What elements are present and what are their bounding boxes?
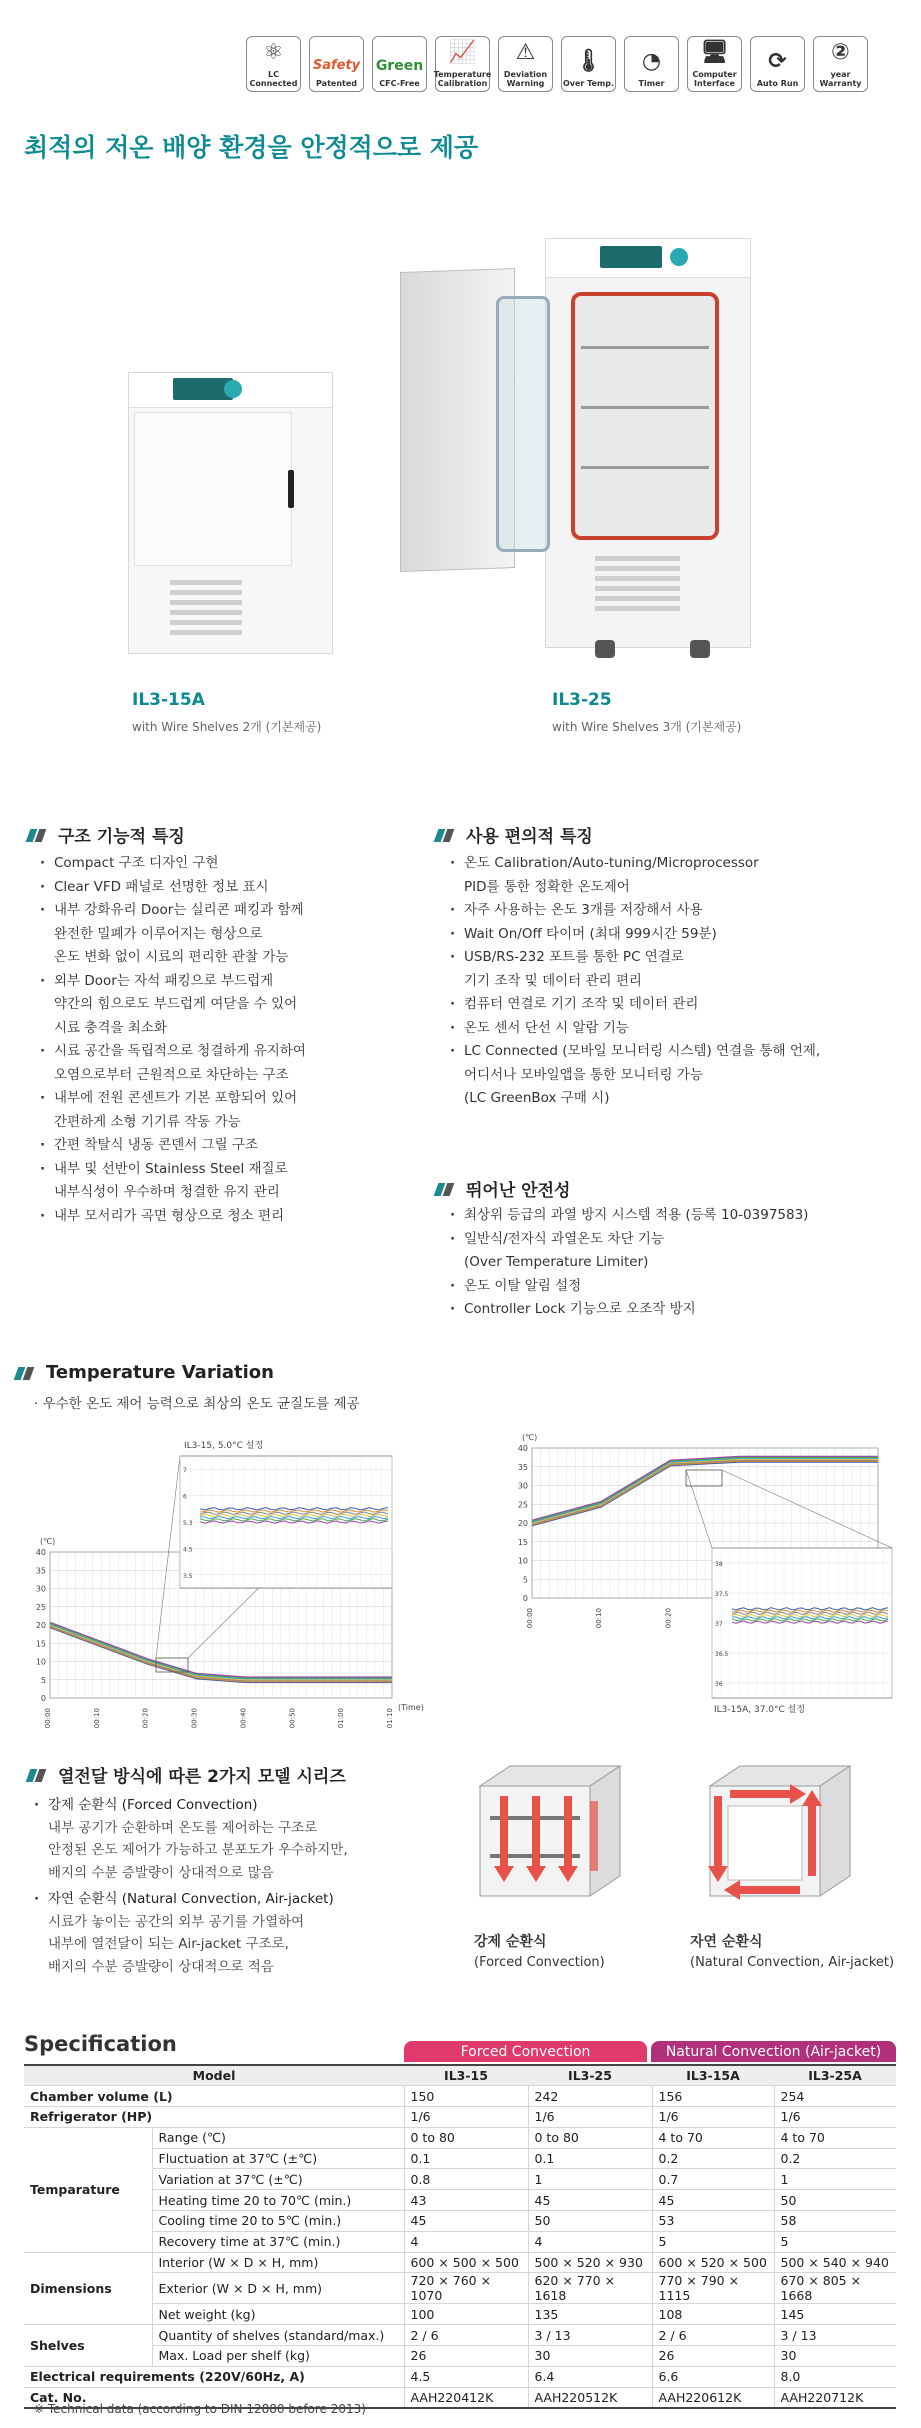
list-item: · Clear VFD 패널로 선명한 정보 표시	[40, 876, 430, 900]
y-axis-label: (℃)	[40, 1537, 56, 1546]
spec-value: 2 / 6	[652, 2325, 774, 2346]
spec-value: 108	[652, 2304, 774, 2325]
spec-value: 1	[774, 2169, 896, 2190]
spec-value: 1/6	[528, 2107, 652, 2128]
chart-title: IL3-15A, 37.0°C 설정	[714, 1705, 806, 1715]
x-tick-label: 00:10	[92, 1708, 101, 1729]
zoom-box	[686, 1470, 722, 1486]
list-item: · 자주 사용하는 온도 3개를 저장해서 사용	[450, 899, 900, 923]
spec-sublabel: Range (℃)	[152, 2127, 404, 2148]
spec-value: 0.2	[774, 2148, 896, 2169]
y-axis-label: (℃)	[522, 1433, 538, 1442]
table-row	[24, 2086, 896, 2107]
list-item: · 온도 이탈 알림 설정	[450, 1275, 900, 1299]
chart-title: IL3-15, 5.0°C 설정	[184, 1441, 264, 1451]
y-tick-label: 40	[35, 1548, 46, 1557]
badge-label: year Warranty	[819, 70, 862, 88]
spec-value: 50	[774, 2190, 896, 2211]
badge-8	[750, 36, 805, 92]
section-mark-icon	[436, 827, 456, 843]
spec-header-il3-15: IL3-15	[404, 2065, 528, 2086]
list-item: · 컴퓨터 연결로 기기 조작 및 데이터 관리	[450, 993, 900, 1017]
table-row	[24, 2127, 896, 2148]
spec-value: 43	[404, 2190, 528, 2211]
spec-value: 2 / 6	[404, 2325, 528, 2346]
spec-value: 30	[528, 2346, 652, 2367]
spec-value: 4	[404, 2231, 528, 2252]
computer-interface-icon: 🖥	[700, 40, 729, 65]
spec-value: 0.1	[404, 2148, 528, 2169]
lc-connected-icon: ⚛	[263, 40, 284, 65]
y-tick-label: 20	[35, 1621, 46, 1630]
auto-run-icon: ⟳	[768, 49, 787, 74]
badge-label: Auto Run	[756, 79, 799, 88]
spec-value: 6.6	[652, 2366, 774, 2387]
product-sub-il3-25: with Wire Shelves 3개 (기본제공)	[552, 720, 742, 734]
over-temp-icon: 🌡	[574, 49, 603, 74]
inset-y-tick-label: 37	[715, 1621, 723, 1628]
y-tick-label: 0	[40, 1694, 46, 1703]
x-tick-label: 01:00	[337, 1708, 346, 1729]
badge-0	[246, 36, 301, 92]
list-item: · 내부 모서리가 곡면 형상으로 청소 편리	[40, 1205, 430, 1229]
spec-sublabel: Variation at 37℃ (±℃)	[152, 2169, 404, 2190]
list-item: · 최상위 등급의 과열 방지 시스템 적용 (등록 10-0397583)	[450, 1204, 900, 1228]
convection-title: 열전달 방식에 따른 2가지 모델 시리즈	[28, 1762, 346, 1787]
x-tick-label: 00:20	[141, 1708, 150, 1729]
spec-sublabel: Interior (W × D × H, mm)	[152, 2252, 404, 2273]
y-tick-label: 10	[35, 1657, 46, 1667]
temp-variation-desc: · 우수한 온도 제어 능력으로 최상의 온도 균질도를 제공	[34, 1396, 360, 1412]
inset-y-tick-label: 7	[183, 1467, 187, 1475]
spec-value: 8.0	[774, 2366, 896, 2387]
spec-value: AAH220412K	[404, 2387, 528, 2408]
section-mark-icon	[28, 1767, 48, 1783]
spec-value: 500 × 540 × 940	[774, 2252, 896, 2273]
inset-y-tick-label: 5.3	[183, 1520, 193, 1527]
spec-sublabel: Quantity of shelves (standard/max.)	[152, 2325, 404, 2346]
inset-y-tick-label: 6	[183, 1493, 187, 1501]
x-tick-label: 00:30	[190, 1708, 199, 1729]
spec-group: Shelves	[24, 2325, 152, 2367]
natural-convection-diagram	[708, 1766, 850, 1900]
inset-y-tick-label: 36.5	[715, 1651, 729, 1658]
spec-sublabel: Max. Load per shelf (kg)	[152, 2346, 404, 2367]
deviation-warning-icon: ⚠	[515, 40, 536, 65]
spec-sublabel: Heating time 20 to 70℃ (min.)	[152, 2190, 404, 2211]
table-row	[24, 2346, 896, 2367]
x-axis-label: (Time)	[398, 1703, 424, 1712]
y-tick-label: 30	[35, 1584, 46, 1594]
inset-y-tick-label: 36	[715, 1681, 723, 1688]
spec-value: 0.2	[652, 2148, 774, 2169]
spec-value: 4 to 70	[774, 2127, 896, 2148]
natural-caption: 자연 순환식 (Natural Convection, Air-jacket)	[690, 1934, 895, 1970]
spec-value: 45	[652, 2190, 774, 2211]
badge-label: Deviation Warning	[503, 70, 548, 88]
spec-table	[24, 2064, 896, 2409]
table-row	[24, 2107, 896, 2128]
zoom-connector	[722, 1470, 892, 1548]
badge-label: Timer	[638, 79, 665, 88]
inset-y-tick-label: 38	[715, 1561, 723, 1568]
spec-value: 5	[652, 2231, 774, 2252]
badge-2	[372, 36, 427, 92]
convection-diagrams	[460, 1766, 890, 1916]
badge-label: LC Connected	[249, 70, 298, 88]
spec-group: Dimensions	[24, 2252, 152, 2325]
product-sub-il3-15a: with Wire Shelves 2개 (기본제공)	[132, 720, 322, 734]
spec-value: AAH220612K	[652, 2387, 774, 2408]
spec-sublabel: Exterior (W × D × H, mm)	[152, 2273, 404, 2304]
natural-convection-header: Natural Convection (Air-jacket)	[651, 2041, 896, 2062]
y-tick-label: 10	[517, 1556, 528, 1566]
spec-group: Temparature	[24, 2127, 152, 2252]
list-item: · Controller Lock 기능으로 오조작 방지	[450, 1298, 900, 1322]
y-tick-label: 0	[522, 1594, 528, 1603]
page-title: 최적의 저온 배양 환경을 안정적으로 제공	[24, 133, 479, 162]
badge-1	[309, 36, 364, 92]
convection-list	[34, 1794, 348, 1982]
spec-value: 6.4	[528, 2366, 652, 2387]
spec-value: 4	[528, 2231, 652, 2252]
structure-list	[40, 852, 430, 1228]
y-tick-label: 5	[40, 1675, 46, 1685]
y-tick-label: 15	[35, 1639, 46, 1649]
list-item: · 강제 순환식 (Forced Convection) 내부 공기가 순환하며 온도를 제어하는 구조로 안정된 온도 제어가 가능하고 분포도가 우수하지만, 배지의 수분 증발량이 상대적으로 많음	[34, 1794, 348, 1884]
badge-label: CFC-Free	[379, 79, 420, 88]
spec-value: 45	[528, 2190, 652, 2211]
badge-6	[624, 36, 679, 92]
forced-convection-header: Forced Convection	[404, 2041, 647, 2062]
badge-label: Patented	[316, 79, 357, 88]
spec-header-il3-25: IL3-25	[528, 2065, 652, 2086]
x-tick-label: 00:00	[526, 1608, 534, 1629]
spec-label: Cat. No.	[24, 2387, 404, 2408]
spec-sublabel: Fluctuation at 37℃ (±℃)	[152, 2148, 404, 2169]
spec-sublabel: Net weight (kg)	[152, 2304, 404, 2325]
spec-label: Refrigerator (HP)	[24, 2107, 404, 2128]
list-item: · 온도 센서 단선 시 알람 기능	[450, 1017, 900, 1041]
list-item: · 자연 순환식 (Natural Convection, Air-jacket) 시료가 놓이는 공간의 외부 공기를 가열하여 내부에 열전달이 되는 Air-jacket 구조로, 배지의 수분 증발량이 상대적으로 적음	[34, 1888, 348, 1978]
y-tick-label: 35	[517, 1462, 528, 1472]
y-tick-label: 25	[35, 1602, 46, 1612]
inset-y-tick-label: 3.5	[183, 1572, 193, 1580]
spec-value: 26	[652, 2346, 774, 2367]
spec-value: 254	[774, 2086, 896, 2107]
list-item: · Compact 구조 디자인 구현	[40, 852, 430, 876]
list-item: · 온도 Calibration/Auto-tuning/Microprocessor PID를 통한 정확한 온도제어	[450, 852, 900, 899]
list-item: · USB/RS-232 포트를 통한 PC 연결로 기기 조작 및 데이터 관리 편리	[450, 946, 900, 993]
y-tick-label: 40	[517, 1444, 528, 1453]
list-item: · 시료 공간을 독립적으로 청결하게 유지하여 오염으로부터 근원적으로 차단하는 구조	[40, 1040, 430, 1087]
list-item: · 외부 Door는 자석 패킹으로 부드럽게 약간의 힘으로도 부드럽게 여닫을 수 있어 시료 충격을 최소화	[40, 970, 430, 1041]
temperature-calibration-icon: 📈	[448, 40, 477, 65]
spec-value: 500 × 520 × 930	[528, 2252, 652, 2273]
spec-footnote: ※ Technical data (according to DIN 12880 before 2013)	[34, 2402, 366, 2416]
forced-convection-diagram	[480, 1766, 620, 1896]
spec-value: 242	[528, 2086, 652, 2107]
spec-value: 4.5	[404, 2366, 528, 2387]
y-tick-label: 20	[517, 1519, 528, 1528]
temp-variation-title: Temperature Variation	[16, 1362, 274, 1383]
spec-sublabel: Recovery time at 37℃ (min.)	[152, 2231, 404, 2252]
spec-value: 770 × 790 × 1115	[652, 2273, 774, 2304]
spec-label: Chamber volume (L)	[24, 2086, 404, 2107]
spec-value: 5	[774, 2231, 896, 2252]
table-row	[24, 2304, 896, 2325]
inset-y-tick-label: 4.5	[183, 1546, 193, 1554]
x-tick-label: 00:20	[664, 1608, 673, 1629]
badge-9	[813, 36, 868, 92]
spec-value: 145	[774, 2304, 896, 2325]
spec-value: 4 to 70	[652, 2127, 774, 2148]
section-mark-icon	[28, 827, 48, 843]
spec-value: 670 × 805 × 1668	[774, 2273, 896, 2304]
table-row	[24, 2273, 896, 2304]
y-tick-label: 5	[522, 1575, 528, 1585]
timer-icon: ◔	[641, 49, 662, 74]
spec-value: AAH220512K	[528, 2387, 652, 2408]
spec-value: 150	[404, 2086, 528, 2107]
spec-value: 1/6	[774, 2107, 896, 2128]
spec-header-model: Model	[24, 2065, 404, 2086]
section-mark-icon	[16, 1365, 36, 1381]
y-tick-label: 15	[517, 1537, 528, 1547]
badge-7	[687, 36, 742, 92]
spec-value: 600 × 520 × 500	[652, 2252, 774, 2273]
spec-value: AAH220712K	[774, 2387, 896, 2408]
spec-value: 1/6	[404, 2107, 528, 2128]
spec-value: 720 × 760 × 1070	[404, 2273, 528, 2304]
table-row	[24, 2148, 896, 2169]
badge-4	[498, 36, 553, 92]
list-item: · Wait On/Off 타이머 (최대 999시간 59분)	[450, 923, 900, 947]
list-item: · 내부 및 선반이 Stainless Steel 재질로 내부식성이 우수하며 청결한 유지 관리	[40, 1158, 430, 1205]
list-item: · 내부에 전원 콘센트가 기본 포함되어 있어 간편하게 소형 기기류 작동 가능	[40, 1087, 430, 1134]
zoom-connector	[686, 1470, 712, 1548]
spec-value: 30	[774, 2346, 896, 2367]
convenience-list	[450, 852, 900, 1111]
spec-value: 0.7	[652, 2169, 774, 2190]
forced-caption: 강제 순환식 (Forced Convection)	[474, 1934, 605, 1970]
table-row	[24, 2190, 896, 2211]
table-row	[24, 2231, 896, 2252]
list-item: · 일반식/전자식 과열온도 차단 기능 (Over Temperature Limiter)	[450, 1228, 900, 1275]
safety-icon: Safety	[312, 58, 361, 73]
x-tick-label: 00:00	[44, 1708, 52, 1729]
list-item: · 내부 강화유리 Door는 실리콘 패킹과 함께 완전한 밀폐가 이루어지는 형상으로 온도 변화 없이 시료의 편리한 관찰 가능	[40, 899, 430, 970]
spec-value: 53	[652, 2211, 774, 2232]
spec-value: 600 × 500 × 500	[404, 2252, 528, 2273]
y-tick-label: 25	[517, 1500, 528, 1510]
spec-header-il3-25a: IL3-25A	[774, 2065, 896, 2086]
feature-badges	[246, 36, 868, 92]
spec-value: 1	[528, 2169, 652, 2190]
safety-title: 뛰어난 안전성	[436, 1176, 570, 1201]
chart-il3-15	[35, 1430, 460, 1729]
convenience-title: 사용 편의적 특징	[436, 822, 593, 847]
table-row	[24, 2325, 896, 2346]
product-name-il3-15a: IL3-15A	[132, 690, 205, 710]
zoom-connector	[156, 1456, 180, 1658]
badge-label: Computer Interface	[692, 70, 737, 88]
warranty-icon: ②	[831, 40, 850, 65]
spec-value: 620 × 770 × 1618	[528, 2273, 652, 2304]
product-name-il3-25: IL3-25	[552, 690, 612, 710]
spec-value: 45	[404, 2211, 528, 2232]
spec-value: 100	[404, 2304, 528, 2325]
list-item: · 간편 착탈식 냉동 콘덴서 그릴 구조	[40, 1134, 430, 1158]
badge-5	[561, 36, 616, 92]
y-tick-label: 30	[517, 1481, 528, 1491]
table-row	[24, 2211, 896, 2232]
spec-value: 1/6	[652, 2107, 774, 2128]
spec-title: Specification	[24, 2032, 177, 2056]
table-row	[24, 2169, 896, 2190]
table-row	[24, 2252, 896, 2273]
spec-value: 3 / 13	[528, 2325, 652, 2346]
spec-value: 156	[652, 2086, 774, 2107]
spec-value: 0.1	[528, 2148, 652, 2169]
section-mark-icon	[436, 1181, 456, 1197]
x-tick-label: 00:50	[288, 1708, 297, 1729]
x-tick-label: 00:10	[595, 1608, 604, 1629]
spec-value: 50	[528, 2211, 652, 2232]
spec-value: 0 to 80	[404, 2127, 528, 2148]
spec-value: 135	[528, 2304, 652, 2325]
green-icon: Green	[375, 58, 424, 74]
chart-il3-15a	[490, 1430, 910, 1720]
spec-value: 58	[774, 2211, 896, 2232]
spec-label: Electrical requirements (220V/60Hz, A)	[24, 2366, 404, 2387]
spec-value: 3 / 13	[774, 2325, 896, 2346]
safety-list	[450, 1204, 900, 1322]
badge-3	[435, 36, 490, 92]
inset-y-tick-label: 37.5	[715, 1591, 729, 1598]
structure-title: 구조 기능적 특징	[28, 822, 185, 847]
spec-value: 0.8	[404, 2169, 528, 2190]
table-row	[24, 2366, 896, 2387]
x-tick-label: 01:10	[386, 1708, 394, 1729]
badge-label: Over Temp.	[562, 79, 615, 88]
list-item: · LC Connected (모바일 모니터링 시스템) 연결을 통해 언제, 어디서나 모바일앱을 통한 모니터링 가능 (LC GreenBox 구매 시)	[450, 1040, 900, 1111]
spec-value: 26	[404, 2346, 528, 2367]
spec-header-il3-15a: IL3-15A	[652, 2065, 774, 2086]
spec-sublabel: Cooling time 20 to 5℃ (min.)	[152, 2211, 404, 2232]
x-tick-label: 00:40	[239, 1708, 248, 1729]
y-tick-label: 35	[35, 1566, 46, 1576]
spec-value: 0 to 80	[528, 2127, 652, 2148]
badge-label: Temperature Calibration	[433, 70, 492, 88]
